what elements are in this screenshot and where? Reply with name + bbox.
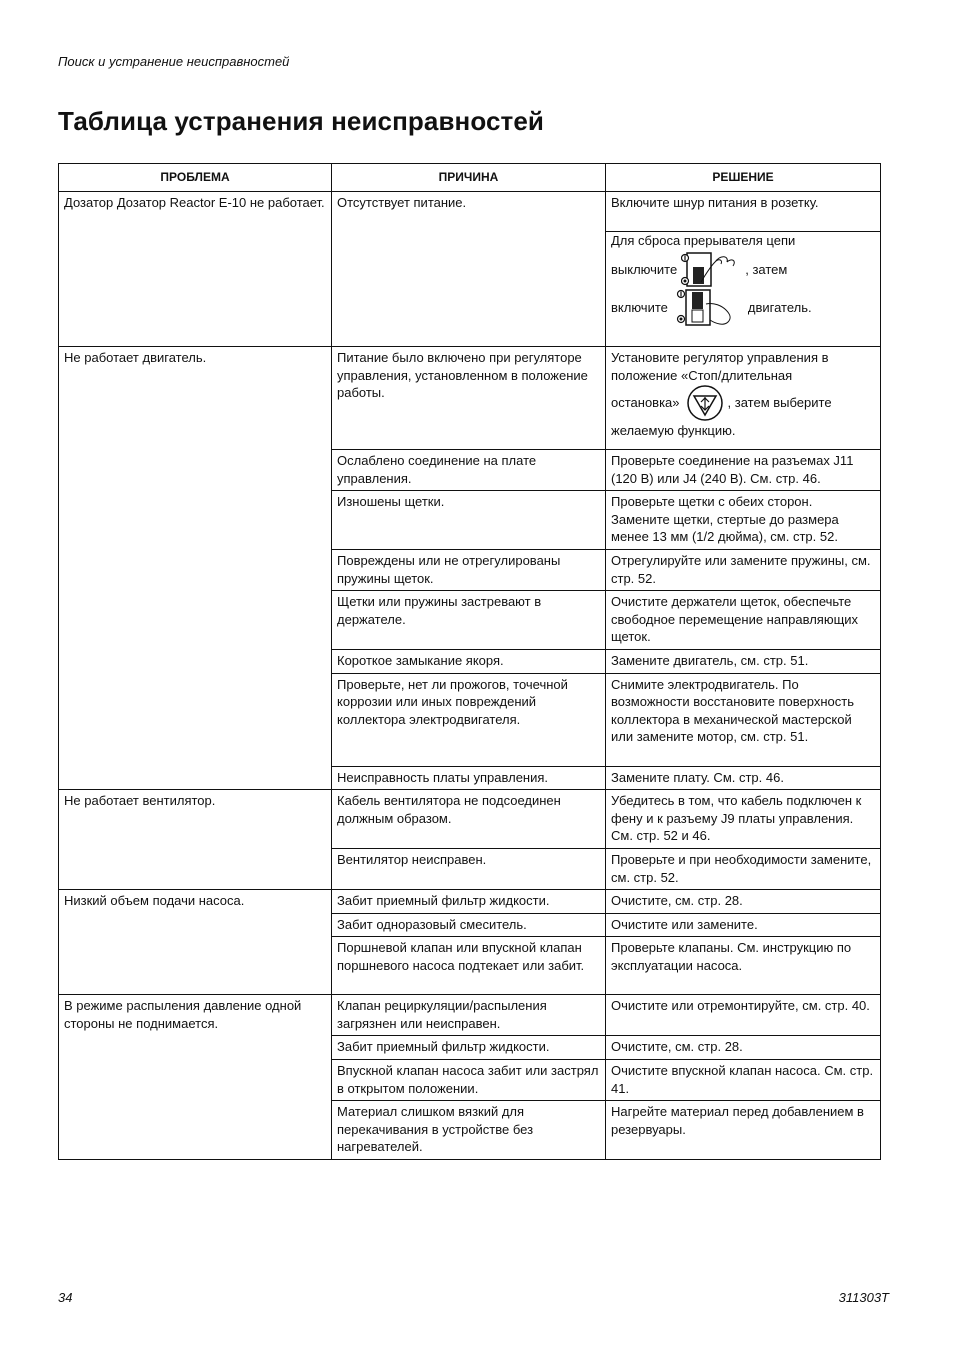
solution-cell: Очистите впускной клапан насоса. См. стр. 41. xyxy=(606,1060,881,1101)
cause-cell: Кабель вентилятора не подсоединен должным образом. xyxy=(332,790,606,849)
solution-cell: Очистите держатели щеток, обеспечьте свободное перемещение направляющих щеток. xyxy=(606,591,881,650)
solution-text: , затем xyxy=(745,261,788,277)
problem-cell: Дозатор Дозатор Reactor E-10 не работает. xyxy=(59,192,332,347)
solution-cell: Очистите или замените. xyxy=(606,913,881,937)
cause-cell: Впускной клапан насоса забит или застрял в открытом положении. xyxy=(332,1060,606,1101)
cause-cell: Короткое замыкание якоря. xyxy=(332,649,606,673)
column-header-problem: ПРОБЛЕМА xyxy=(59,164,332,192)
solution-cell: Очистите, см. стр. 28. xyxy=(606,1036,881,1060)
running-header: Поиск и устранение неисправностей xyxy=(58,54,290,69)
solution-cell: Проверьте соединение на разъемах J11 (120 В) или J4 (240 В). См. стр. 46. xyxy=(606,450,881,491)
table-row xyxy=(59,192,881,232)
cause-cell: Изношены щетки. xyxy=(332,491,606,550)
cause-cell: Поршневой клапан или впускной клапан поршневого насоса подтекает или забит. xyxy=(332,937,606,995)
document-number: 311303T xyxy=(838,1290,889,1305)
cause-cell: Ослаблено соединение на плате управления. xyxy=(332,450,606,491)
solution-cell: Включите шнур питания в розетку. xyxy=(606,192,881,232)
stop-park-line xyxy=(611,384,874,422)
solution-text: двигатель. xyxy=(747,299,812,315)
cause-cell: Забит одноразовый смеситель. xyxy=(332,913,606,937)
solution-text: желаемую функцию. xyxy=(611,423,736,439)
problem-cell: В режиме распыления давление одной стороны не поднимается. xyxy=(59,995,332,1160)
solution-cell: Проверьте и при необходимости замените, см. стр. 52. xyxy=(606,848,881,889)
breaker-off-line xyxy=(611,252,874,288)
cause-cell: Проверьте, нет ли прожогов, точечной коррозии или иных повреждений коллектора электродвигателя. xyxy=(332,673,606,766)
cause-cell: Материал слишком вязкий для перекачивания в устройстве без нагревателей. xyxy=(332,1101,606,1160)
table-row xyxy=(59,347,881,450)
table-row xyxy=(59,890,881,914)
solution-cell: Проверьте клапаны. См. инструкцию по эксплуатации насоса. xyxy=(606,937,881,995)
cause-cell: Забит приемный фильтр жидкости. xyxy=(332,1036,606,1060)
table-row xyxy=(59,995,881,1036)
column-header-cause: ПРИЧИНА xyxy=(332,164,606,192)
page-title: Таблица устранения неисправностей xyxy=(58,106,545,136)
problem-cell: Низкий объем подачи насоса. xyxy=(59,890,332,995)
problem-cell: Не работает вентилятор. xyxy=(59,790,332,890)
cause-cell: Отсутствует питание. xyxy=(332,192,606,347)
solution-cell: Очистите, см. стр. 28. xyxy=(606,890,881,914)
solution-cell: Убедитесь в том, что кабель подключен к фену и к разъему J9 платы управления. См. стр. 52 и 46. xyxy=(606,790,881,849)
cause-cell: Вентилятор неисправен. xyxy=(332,848,606,889)
solution-text: , затем выберите xyxy=(727,395,832,411)
column-header-solution: РЕШЕНИЕ xyxy=(606,164,881,192)
solution-cell: Нагрейте материал перед добавлением в резервуары. xyxy=(606,1101,881,1160)
cause-cell: Забит приемный фильтр жидкости. xyxy=(332,890,606,914)
solution-cell: Снимите электродвигатель. По возможности восстановите поверхность коллектора в механической мастерской или замените мотор, см. стр. 51. xyxy=(606,673,881,766)
cause-cell: Питание было включено при регуляторе управления, установленном в положение работы. xyxy=(332,347,606,450)
table-row xyxy=(59,790,881,849)
solution-text: Для сброса прерывателя цепи xyxy=(611,233,796,248)
solution-text: остановка» xyxy=(611,395,680,411)
cause-cell: Клапан рециркуляции/распыления загрязнен или неисправен. xyxy=(332,995,606,1036)
stop-park-icon xyxy=(684,384,726,422)
cause-cell: Повреждены или не отрегулированы пружины щеток. xyxy=(332,549,606,590)
solution-cell: Отрегулируйте или замените пружины, см. стр. 52. xyxy=(606,549,881,590)
problem-cell: Не работает двигатель. xyxy=(59,347,332,790)
solution-cell: Проверьте щетки с обеих сторон. Замените щетки, стертые до размера менее 13 мм (1/2 дюйма), см. стр. 52. xyxy=(606,491,881,550)
solution-text: Установите регулятор управления в положение «Стоп/длительная xyxy=(611,350,829,383)
breaker-on-icon xyxy=(672,288,740,328)
cause-cell: Щетки или пружины застревают в держателе. xyxy=(332,591,606,650)
solution-cell: Очистите или отремонтируйте, см. стр. 40. xyxy=(606,995,881,1036)
page-number: 34 xyxy=(58,1290,73,1305)
breaker-off-icon xyxy=(681,252,741,288)
table-header-row xyxy=(59,164,881,192)
cause-cell: Неисправность платы управления. xyxy=(332,766,606,790)
solution-text: выключите xyxy=(611,261,678,277)
solution-cell: Замените плату. См. стр. 46. xyxy=(606,766,881,790)
solution-text: включите xyxy=(611,299,668,315)
solution-cell xyxy=(606,232,881,347)
breaker-on-line xyxy=(611,288,874,328)
solution-cell: Замените двигатель, см. стр. 51. xyxy=(606,649,881,673)
troubleshooting-table xyxy=(58,163,881,1160)
solution-cell xyxy=(606,347,881,450)
